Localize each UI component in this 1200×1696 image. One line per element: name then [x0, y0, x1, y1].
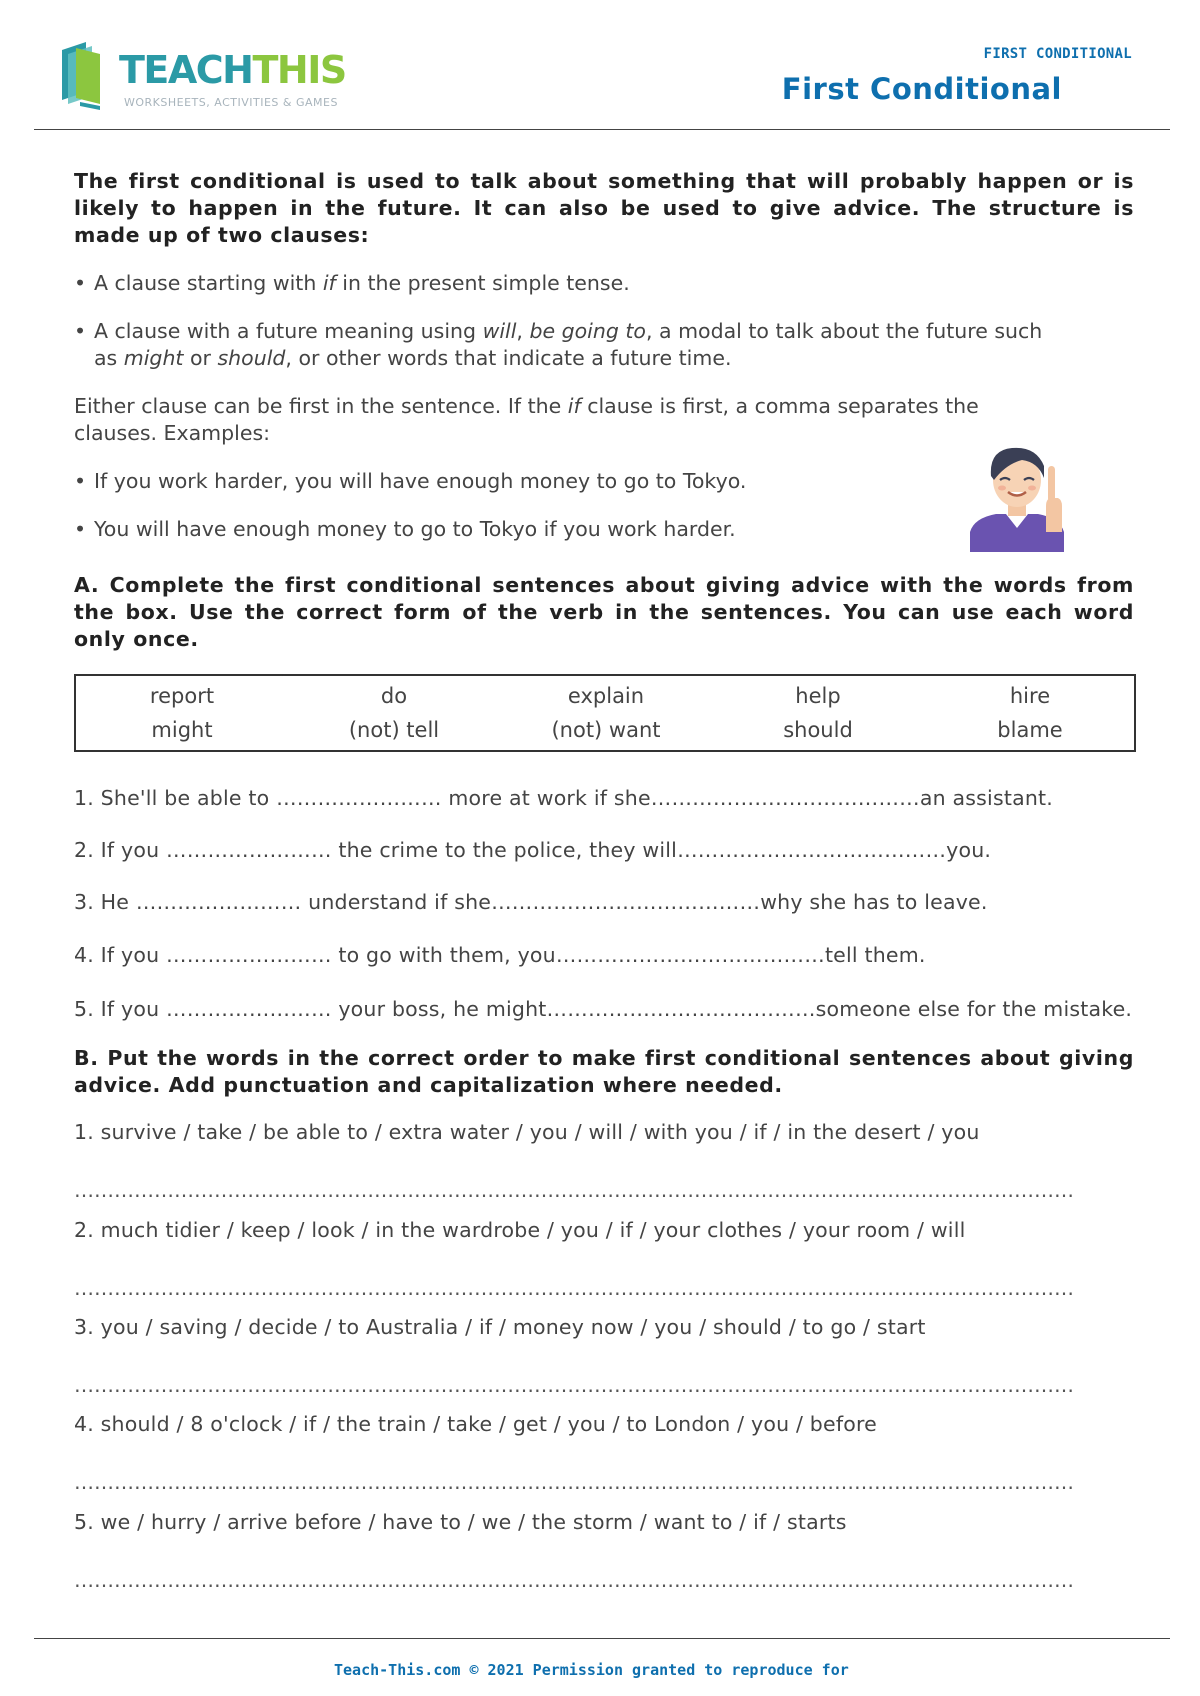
thinking-man-illustration [962, 436, 1072, 552]
section-b-item-5: 5. we / hurry / arrive before / have to / we / the storm / want to / if / starts [74, 1510, 847, 1534]
bullet-text: , a modal to talk about the future such [645, 319, 1043, 343]
word-box-item: hire [1009, 684, 1051, 708]
page-title: First Conditional [781, 72, 1062, 106]
intro-paragraph: The first conditional is used to talk about something that will probably happen or is likely to happen in the future. It can also be used to give advice. The structure is made up of two clauses: [74, 169, 1134, 247]
word-box [74, 674, 1136, 752]
example-text: If you work harder, you will have enough money to go to Tokyo. [94, 469, 747, 493]
body-text: clause is first, a comma separates the [580, 394, 979, 418]
bullet-text: , or other words that indicate a future time. [285, 346, 732, 370]
logo-word-this: THIS [252, 48, 346, 92]
word-box-item: should [783, 718, 853, 742]
section-a-item-1[interactable]: 1. She'll be able to …………………… more at work if she…………………………………an assistant. [74, 786, 1053, 810]
bullet-dot: • [74, 469, 87, 493]
example-2 [74, 516, 736, 543]
bullet-future-clause [74, 318, 1042, 345]
bullet-dot: • [74, 517, 87, 541]
word-box-item: help [795, 684, 841, 708]
answer-line-2[interactable]: …………………………………………………………………………………………………………………………………… [74, 1276, 1074, 1300]
section-a-item-3[interactable]: 3. He …………………… understand if she…………………………………why she has to leave. [74, 890, 988, 914]
bullet-em: might [123, 346, 184, 370]
bullet-text: , [516, 319, 530, 343]
bullet-text: A clause with a future meaning using [94, 319, 483, 343]
word-box-item: do [380, 684, 408, 708]
section-a-item-5[interactable]: 5. If you …………………… your boss, he might…………………………………someone else for the mistake. [74, 997, 1133, 1021]
logo-word-teach: TEACH [119, 48, 253, 92]
section-b-item-3: 3. you / saving / decide / to Australia / if / money now / you / should / to go / start [74, 1315, 926, 1339]
bullet-em: if [322, 271, 336, 295]
answer-line-3[interactable]: …………………………………………………………………………………………………………………………………… [74, 1373, 1074, 1397]
word-box-item: explain [567, 684, 645, 708]
bullet-text: as [94, 346, 124, 370]
bullet-text: or [183, 346, 218, 370]
answer-line-4[interactable]: …………………………………………………………………………………………………………………………………… [74, 1470, 1074, 1494]
bullet-if-clause [74, 270, 630, 297]
bullet-text: in the present simple tense. [335, 271, 630, 295]
category-label: FIRST CONDITIONAL [983, 46, 1132, 62]
answer-line-1[interactable]: …………………………………………………………………………………………………………………………………… [74, 1178, 1074, 1202]
section-b-instruction: B. Put the words in the correct order to make first conditional sentences about giving advice. Add punctuation and capitalization where needed. [74, 1046, 1134, 1097]
example-text: You will have enough money to go to Tokyo if you work harder. [94, 517, 736, 541]
section-b-item-2: 2. much tidier / keep / look / in the wardrobe / you / if / your clothes / your room / will [74, 1218, 966, 1242]
example-1 [74, 468, 746, 495]
footer-copyright: Teach-This.com © 2021 Permission granted to reproduce for [334, 1661, 849, 1679]
logo-tagline: WORKSHEETS, ACTIVITIES & GAMES [124, 96, 338, 109]
word-box-item: blame [997, 718, 1063, 742]
bullet-future-clause-cont [94, 345, 731, 372]
word-box-item: (not) tell [348, 718, 440, 742]
bullet-dot: • [74, 271, 87, 295]
answer-line-5[interactable]: …………………………………………………………………………………………………………………………………… [74, 1568, 1074, 1592]
section-a-instruction: A. Complete the first conditional sentences about giving advice with the words from the box. Use the correct form of the verb in the sentences. You can use each word only once. [74, 573, 1134, 651]
section-a-item-2[interactable]: 2. If you …………………… the crime to the police, they will…………………………………you. [74, 838, 992, 862]
either-clause-line1 [74, 393, 979, 420]
either-clause-line2: clauses. Examples: [74, 421, 271, 445]
footer-divider [34, 1638, 1170, 1639]
bullet-em: should [217, 346, 286, 370]
word-box-item: report [149, 684, 215, 708]
bullet-text: A clause starting with [94, 271, 323, 295]
bullet-dot: • [74, 319, 87, 343]
word-box-item: (not) want [551, 718, 661, 742]
section-a-item-4[interactable]: 4. If you …………………… to go with them, you…………………………………tell them. [74, 943, 926, 967]
section-b-item-1: 1. survive / take / be able to / extra water / you / will / with you / if / in the desert / you [74, 1120, 980, 1144]
word-box-item: might [151, 718, 213, 742]
section-b-item-4: 4. should / 8 o'clock / if / the train / take / get / you / to London / you / before [74, 1412, 877, 1436]
body-em: if [567, 394, 581, 418]
header-divider [34, 129, 1170, 130]
body-text: Either clause can be first in the sentence. If the [74, 394, 568, 418]
logo-wordmark [119, 48, 346, 92]
bullet-em: be going to [529, 319, 646, 343]
bullet-em: will [482, 319, 517, 343]
